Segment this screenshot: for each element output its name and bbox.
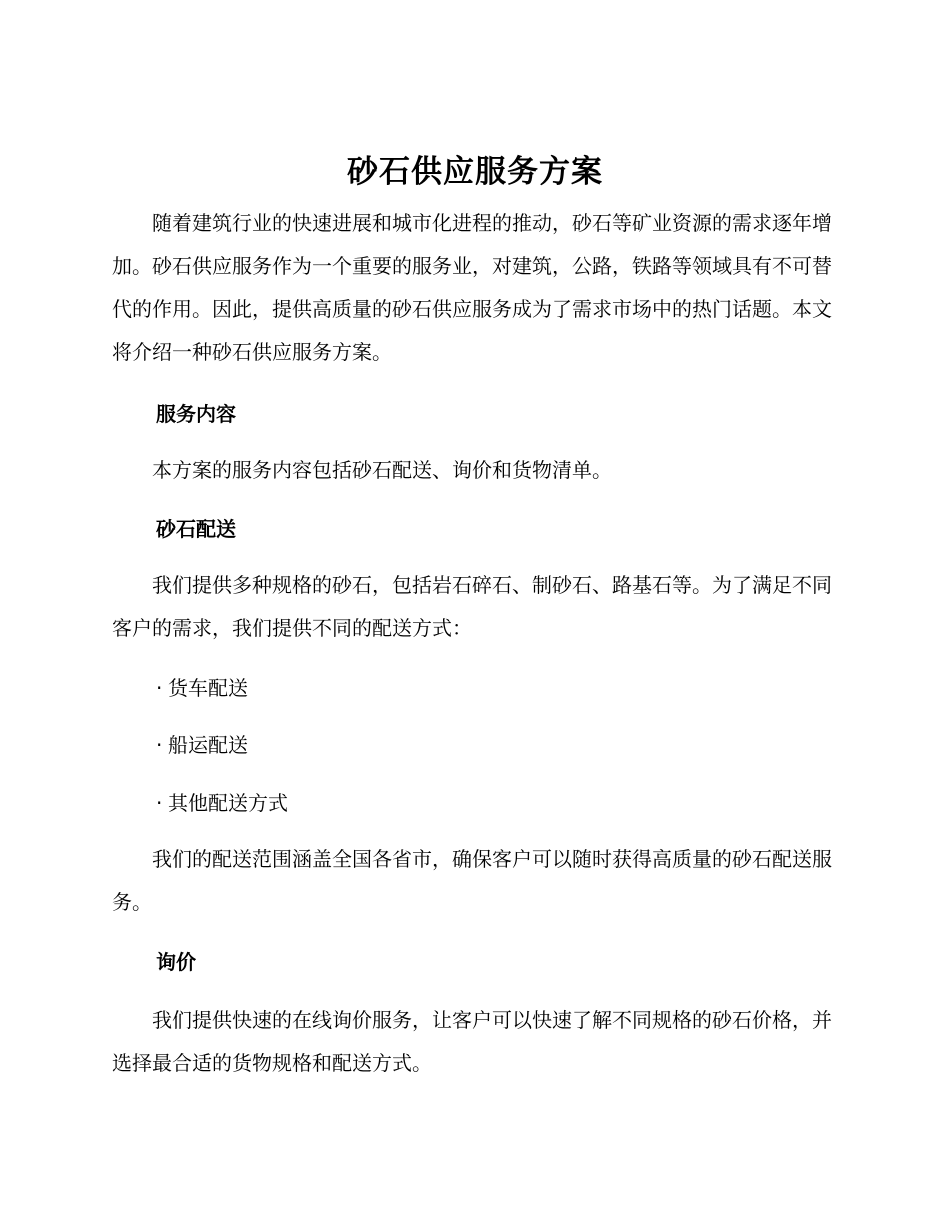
intro-paragraph: 随着建筑行业的快速进展和城市化进程的推动，砂石等矿业资源的需求逐年增加。砂石供应服务作为一个重要的服务业，对建筑，公路，铁路等领域具有不可替代的作用。因此，提供高质量的砂石供应服务成为了需求市场中的热门话题。本文将介绍一种砂石供应服务方案。 — [112, 211, 832, 364]
delivery-paragraph: 我们提供多种规格的砂石，包括岩石碎石、制砂石、路基石等。为了满足不同客户的需求，我们提供不同的配送方式： — [112, 573, 832, 640]
list-item — [156, 673, 248, 703]
delivery-method-other: 其他配送方式 — [168, 791, 288, 815]
bullet-icon: · — [156, 676, 163, 700]
document-title: 砂石供应服务方案 — [347, 154, 603, 190]
delivery-method-ship: 船运配送 — [168, 733, 248, 757]
delivery-method-truck: 货车配送 — [168, 676, 248, 700]
section-heading-delivery: 砂石配送 — [156, 517, 236, 541]
service-paragraph: 本方案的服务内容包括砂石配送、询价和货物清单。 — [152, 458, 612, 482]
section-heading-service: 服务内容 — [156, 402, 236, 426]
coverage-paragraph: 我们的配送范围涵盖全国各省市，确保客户可以随时获得高质量的砂石配送服务。 — [112, 847, 832, 914]
quote-paragraph: 我们提供快速的在线询价服务，让客户可以快速了解不同规格的砂石价格，并选择最合适的货物规格和配送方式。 — [112, 1008, 832, 1075]
bullet-icon: · — [156, 791, 163, 815]
list-item — [156, 788, 288, 818]
bullet-icon: · — [156, 733, 163, 757]
list-item — [156, 730, 248, 760]
section-heading-quote: 询价 — [156, 950, 196, 974]
